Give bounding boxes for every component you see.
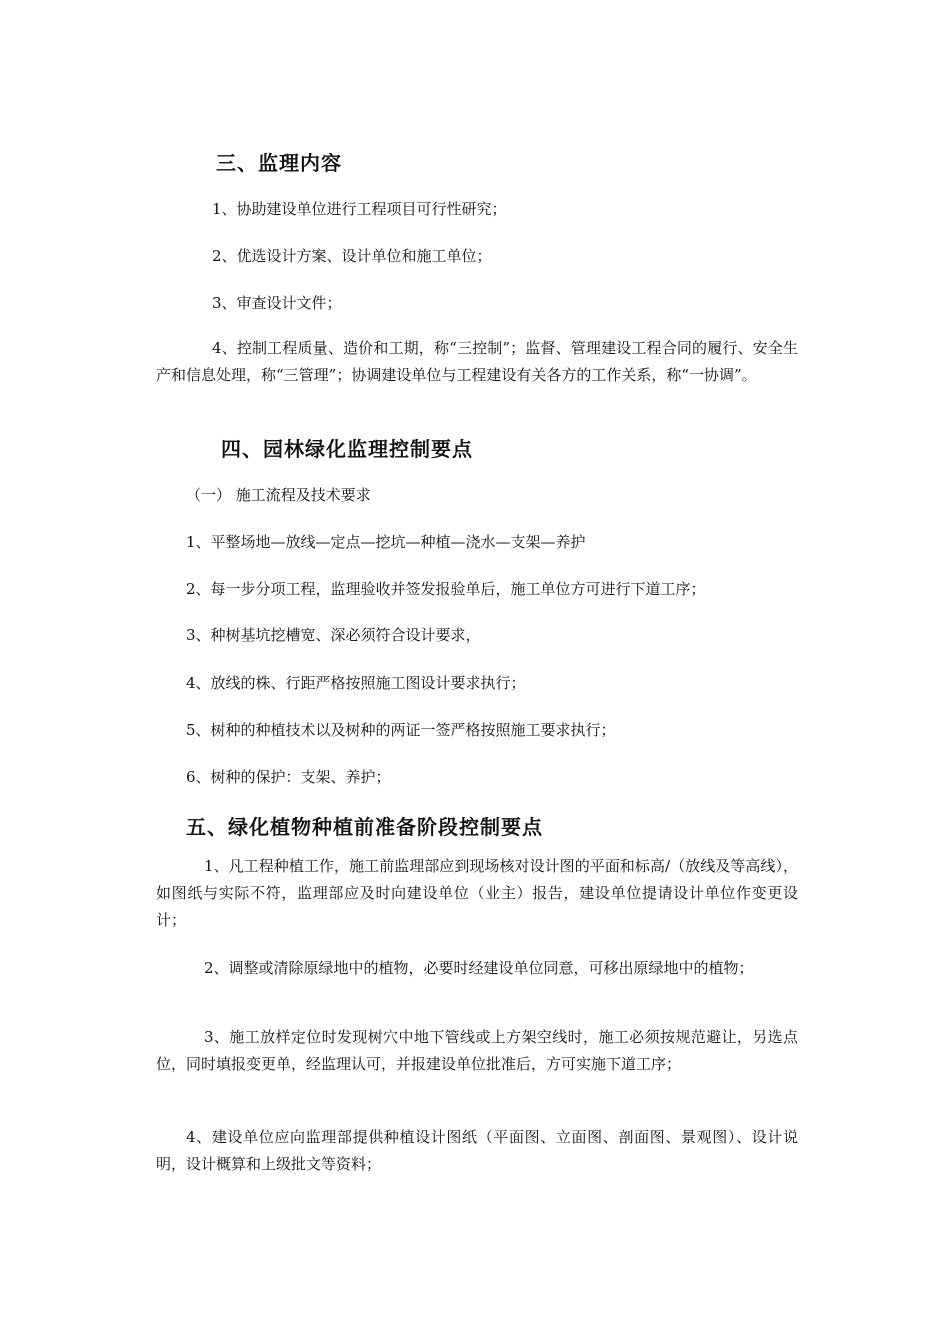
section4-item-4: 4、放线的株、行距严格按照施工图设计要求执行； [186, 674, 526, 692]
section3-item-2: 2、优选设计方案、设计单位和施工单位； [212, 247, 492, 265]
section4-item-3: 3、种树基坑挖槽宽、深必须符合设计要求， [186, 626, 481, 644]
section4-item-6: 6、树种的保护：支架、养护； [186, 768, 391, 786]
section4-item-5: 5、树种的种植技术以及树种的两证一签严格按照施工要求执行； [186, 721, 616, 739]
section5-paragraph-3: 3、施工放样定位时发现树穴中地下管线或上方架空线时，施工必须按规范避让，另选点位，同时填报变更单，经监理认可，并报建设单位批准后，方可实施下道工序； [156, 1028, 798, 1073]
section4-subtitle: （一） 施工流程及技术要求 [186, 486, 371, 504]
section5-paragraph-1: 1、凡工程种植工作，施工前监理部应到现场核对设计图的平面和标高/（放线及等高线），如图纸与实际不符，监理部应及时向建设单位（业主）报告，建设单位提请设计单位作变更设计； [156, 857, 798, 929]
section4-item-2: 2、每一步分项工程，监理验收并签发报验单后，施工单位方可进行下道工序； [186, 580, 706, 598]
section3-item-4: 4、控制工程质量、造价和工期，称“三控制”；监督、管理建设工程合同的履行、安全生产和信息处理，称“三管理”；协调建设单位与工程建设有关各方的工作关系，称“一协调”。 [156, 339, 798, 384]
section4-item-1: 1、平整场地—放线—定点—挖坑—种植—浇水—支架—养护 [186, 533, 586, 551]
section5-paragraph-2: 2、调整或清除原绿地中的植物，必要时经建设单位同意，可移出原绿地中的植物； [204, 959, 754, 977]
section4-title: 四、园林绿化监理控制要点 [221, 437, 473, 461]
section5-paragraph-4: 4、建设单位应向监理部提供种植设计图纸（平面图、立面图、剖面图、景观图）、设计说明，设计概算和上级批文等资料； [156, 1128, 798, 1173]
section3-title: 三、监理内容 [216, 151, 342, 175]
section5-title: 五、绿化植物种植前准备阶段控制要点 [186, 815, 543, 839]
section3-item-1: 1、协助建设单位进行工程项目可行性研究； [212, 200, 507, 218]
section3-item-3: 3、审查设计文件； [212, 294, 342, 312]
